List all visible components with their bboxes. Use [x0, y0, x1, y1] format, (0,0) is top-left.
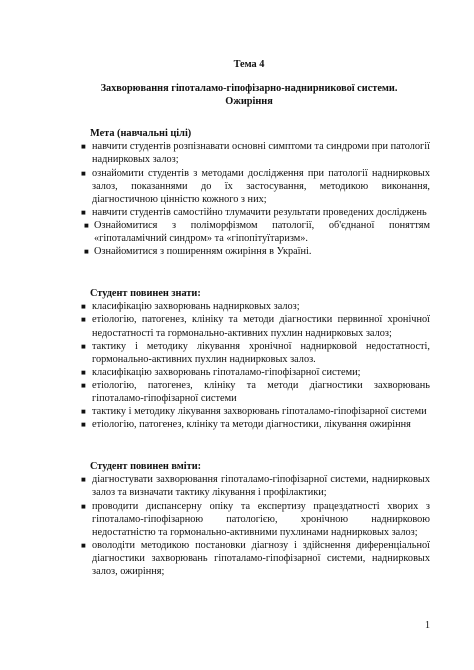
able-item: ■ діагностувати захворювання гіпоталамо-гіпофізарної системи, наднирковых залоз та визначати тактику лікування і профілактики;	[81, 474, 430, 499]
goal-item: ■ Ознайомитися з поліморфізмом патології, об'єднаної поняттям «гіпоталамічний синдром» та «гіпопітуїтаризм».	[84, 219, 430, 245]
page-number: 1	[425, 620, 430, 631]
know-item: ■ етіологію, патогенез, клініку та методи діагностики захворювань гіпоталамо-гіпофізарної системи	[81, 379, 430, 404]
page-title	[68, 82, 430, 108]
bullet-icon: ■	[81, 380, 86, 390]
goal-item: ■ навчити студентів самостійно тлумачити результати проведених досліджень	[81, 206, 427, 218]
know-item: ■ класифікацію захворювань наднирковых залоз;	[81, 301, 300, 313]
goal-item: ■ навчити студентів розпізнавати основні симптоми та синдроми при патології наднирковых залоз;	[81, 141, 430, 166]
goals-heading: Мета (навчальні цілі)	[90, 128, 192, 140]
bullet-icon: ■	[84, 247, 89, 257]
able-section	[68, 460, 430, 578]
bullet-icon: ■	[81, 501, 86, 511]
page-content	[68, 58, 430, 607]
bullet-icon: ■	[81, 367, 86, 377]
able-item: ■ проводити диспансерну опіку та експертизу працездатності хворих з гіпоталамо-гіпофізарною патологією, хронічною наднирковою недостатністю та гормонально-активними пухлинами наднирковых залоз;	[81, 500, 430, 538]
know-heading: Студент повинен знати:	[90, 288, 201, 300]
title-line-2: Ожиріння	[225, 96, 273, 108]
bullet-icon: ■	[81, 302, 86, 312]
theme-number: Тема 4	[233, 59, 265, 70]
bullet-icon: ■	[81, 315, 86, 325]
bullet-icon: ■	[81, 407, 86, 417]
bullet-icon: ■	[81, 540, 86, 550]
bullet-icon: ■	[81, 207, 86, 217]
able-item: ■ оволодіти методикою постановки діагнозу і здійснення диференціальної діагностики захворювань гіпоталамо-гіпофізарної системи, наднирковых залоз, ожиріння;	[81, 539, 430, 577]
goals-section	[68, 127, 430, 258]
know-item: ■ тактику і методику лікування захворювань гіпоталамо-гіпофізарної системи	[81, 406, 427, 418]
bullet-icon: ■	[81, 420, 86, 430]
know-section	[68, 287, 430, 431]
goal-item: ■ Ознайомитися з поширенням ожиріння в Україні.	[84, 246, 312, 258]
know-item: ■ тактику і методику лікування хронічної наднирковой недостатності, гормонально-активних пухлин наднирковых залоз.	[81, 340, 430, 365]
bullet-icon: ■	[81, 168, 86, 178]
bullet-icon: ■	[84, 220, 89, 230]
bullet-icon: ■	[81, 475, 86, 485]
know-item: ■ етіологію, патогенез, клініку та методи діагностики первинної хронічної недостатності та гормонально-активних пухлин наднирковых залоз;	[81, 314, 430, 339]
able-heading: Студент повинен вміти:	[90, 461, 202, 473]
bullet-icon: ■	[81, 341, 86, 351]
title-line-1: Захворювання гіпоталамо-гіпофізарно-наднирникової системи.	[100, 83, 398, 95]
know-item: ■ класифікацію захворювань гіпоталамо-гіпофізарної системи;	[81, 366, 361, 378]
goal-item: ■ ознайомити студентів з методами дослідження при патології наднирковых залоз, показаннями до їх застосування, методикою виконання, діагностичною цінністю кожного з них;	[81, 167, 430, 205]
know-item: ■ етіологію, патогенез, клініку та методи діагностики, лікування ожиріння	[81, 419, 411, 431]
bullet-icon: ■	[81, 142, 86, 152]
